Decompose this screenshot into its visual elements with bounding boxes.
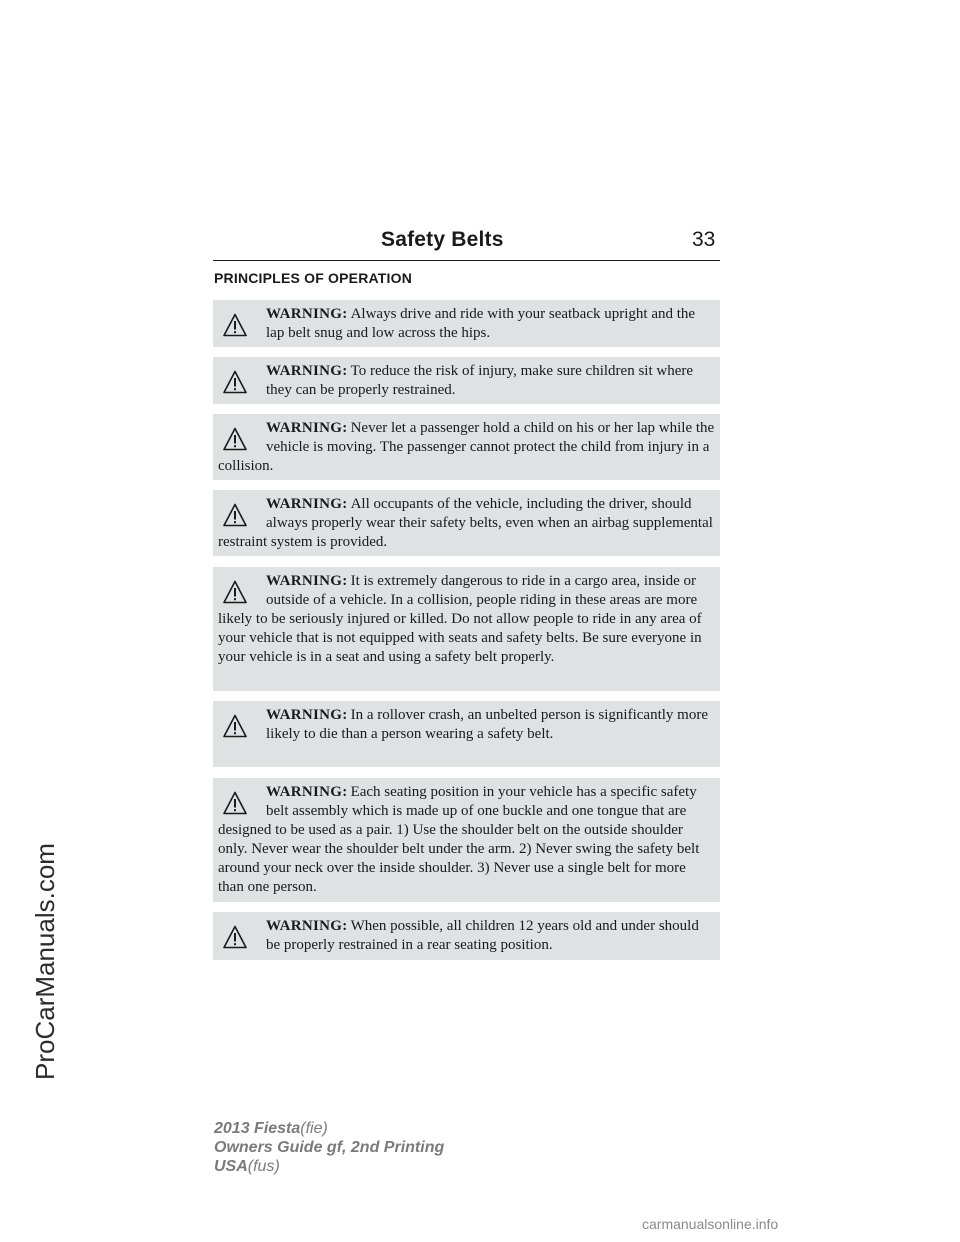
section-heading: PRINCIPLES OF OPERATION	[214, 270, 413, 286]
warning-label: WARNING:	[266, 496, 348, 512]
warning-triangle-icon	[223, 714, 247, 738]
footer-market-code: (fus)	[247, 1158, 280, 1175]
warning-text: To reduce the risk of injury, make sure children sit where they can be properly restrained.	[266, 363, 694, 398]
warning-triangle-icon	[223, 580, 247, 604]
side-watermark: ProCarManuals.com	[30, 843, 60, 1080]
warning-triangle-icon	[223, 503, 247, 527]
page-footer	[214, 1119, 444, 1176]
page-number: 33	[692, 228, 716, 251]
warning-box	[213, 701, 720, 767]
warning-box	[213, 414, 720, 480]
warning-text: Each seating position in your vehicle has a specific safety belt assembly which is made up of one buckle and one tongue that are designed to be used as a pair. 1) Use the shoulder belt on the outside shoulder only. Never wear the shoulder belt under the arm. 2) Never swing the safety belt around your neck over the inside shoulder. 3) Never use a single belt for more than one person.	[218, 784, 700, 895]
warning-label: WARNING:	[266, 784, 348, 800]
warning-box	[213, 357, 720, 404]
warning-text: Always drive and ride with your seatback upright and the lap belt snug and low across the hips.	[266, 306, 696, 341]
footer-guide: Owners Guide gf, 2nd Printing	[214, 1139, 445, 1156]
warning-label: WARNING:	[266, 306, 348, 322]
warning-label: WARNING:	[266, 573, 348, 589]
footer-guide-line	[214, 1138, 444, 1157]
warning-box	[213, 490, 720, 556]
footer-market-line	[214, 1157, 444, 1176]
bottom-watermark: carmanualsonline.info	[642, 1216, 779, 1232]
warning-label: WARNING:	[266, 707, 348, 723]
warning-text: Never let a passenger hold a child on his or her lap while the vehicle is moving. The passenger cannot protect the child from injury in a collision.	[218, 420, 715, 474]
warning-text: All occupants of the vehicle, including the driver, should always properly wear their safety belts, even when an airbag supplemental restraint system is provided.	[218, 496, 713, 550]
warning-triangle-icon	[223, 313, 247, 337]
warning-label: WARNING:	[266, 918, 348, 934]
warning-box	[213, 567, 720, 691]
warning-text: In a rollover crash, an unbelted person is significantly more likely to die than a person wearing a safety belt.	[266, 707, 708, 742]
warning-triangle-icon	[223, 370, 247, 394]
warning-label: WARNING:	[266, 420, 348, 436]
warning-box	[213, 300, 720, 347]
footer-model: 2013 Fiesta	[214, 1120, 301, 1137]
warning-text: When possible, all children 12 years old and under should be properly restrained in a rear seating position.	[266, 918, 699, 953]
warning-triangle-icon	[223, 791, 247, 815]
header-divider	[213, 260, 720, 261]
warning-box	[213, 912, 720, 960]
footer-market: USA	[214, 1158, 248, 1175]
page-title: Safety Belts	[381, 228, 504, 251]
warning-triangle-icon	[223, 925, 247, 949]
footer-model-code: (fie)	[300, 1120, 328, 1137]
warning-box	[213, 778, 720, 902]
footer-model-line	[214, 1119, 444, 1138]
warning-text: It is extremely dangerous to ride in a cargo area, inside or outside of a vehicle. In a collision, people riding in these areas are more likely to be seriously injured or killed. Do not allow people to ride in any area of your vehicle that is not equipped with seats and safety belts. Be sure everyone in your vehicle is in a seat and using a safety belt properly.	[218, 573, 702, 665]
warning-triangle-icon	[223, 427, 247, 451]
warning-label: WARNING:	[266, 363, 348, 379]
